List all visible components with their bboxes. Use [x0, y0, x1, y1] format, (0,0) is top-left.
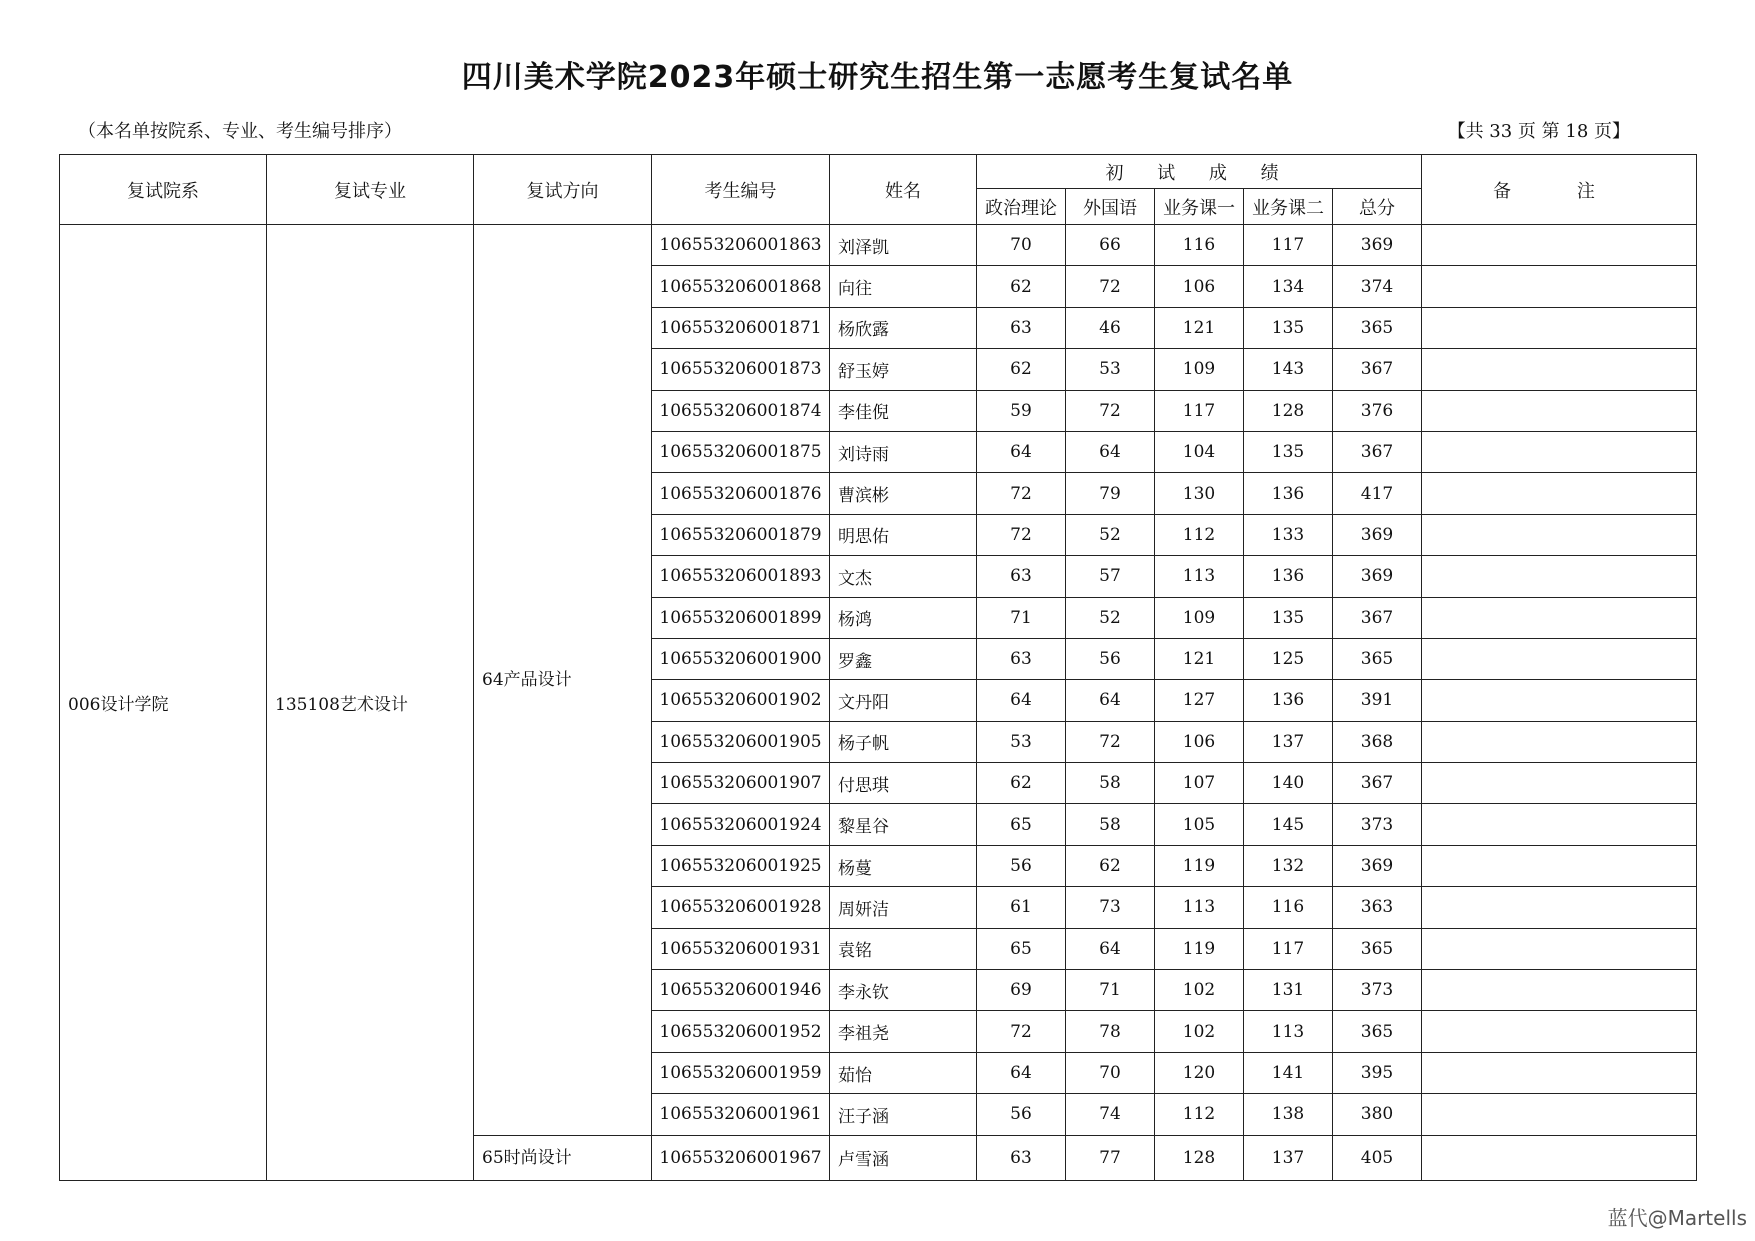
course2-score-cell: 136 [1244, 556, 1333, 597]
name-cell: 李祖尧 [830, 1011, 977, 1052]
course2-score-cell: 137 [1244, 1135, 1333, 1180]
col-header-course2: 业务课二 [1244, 189, 1333, 225]
name-cell: 汪子涵 [830, 1094, 977, 1135]
foreign-language-score-cell: 66 [1066, 225, 1155, 266]
candidate-table [59, 154, 1697, 1181]
politics-score-cell: 64 [977, 1052, 1066, 1093]
foreign-language-score-cell: 46 [1066, 307, 1155, 348]
politics-score-cell: 72 [977, 1011, 1066, 1052]
course1-score-cell: 106 [1155, 721, 1244, 762]
name-cell: 文丹阳 [830, 680, 977, 721]
foreign-language-score-cell: 77 [1066, 1135, 1155, 1180]
total-score-cell: 374 [1333, 266, 1422, 307]
politics-score-cell: 61 [977, 887, 1066, 928]
foreign-language-score-cell: 52 [1066, 597, 1155, 638]
course1-score-cell: 120 [1155, 1052, 1244, 1093]
exam-id-cell: 106553206001868 [652, 266, 830, 307]
exam-id-cell: 106553206001879 [652, 514, 830, 555]
course1-score-cell: 127 [1155, 680, 1244, 721]
remark-cell [1422, 1052, 1697, 1093]
page-title: 四川美术学院2023年硕士研究生招生第一志愿考生复试名单 [461, 60, 1294, 95]
politics-score-cell: 62 [977, 763, 1066, 804]
exam-id-cell: 106553206001874 [652, 390, 830, 431]
politics-score-cell: 63 [977, 307, 1066, 348]
total-score-cell: 369 [1333, 556, 1422, 597]
politics-score-cell: 63 [977, 556, 1066, 597]
course2-score-cell: 137 [1244, 721, 1333, 762]
name-cell: 舒玉婷 [830, 349, 977, 390]
department-cell: 006设计学院 [60, 225, 267, 1181]
politics-score-cell: 56 [977, 1094, 1066, 1135]
remark-cell [1422, 556, 1697, 597]
total-score-cell: 395 [1333, 1052, 1422, 1093]
total-score-cell: 405 [1333, 1135, 1422, 1180]
remark-cell [1422, 431, 1697, 472]
course1-score-cell: 104 [1155, 431, 1244, 472]
exam-id-cell: 106553206001959 [652, 1052, 830, 1093]
total-score-cell: 365 [1333, 928, 1422, 969]
remark-cell [1422, 597, 1697, 638]
politics-score-cell: 65 [977, 804, 1066, 845]
politics-score-cell: 53 [977, 721, 1066, 762]
foreign-language-score-cell: 72 [1066, 266, 1155, 307]
course1-score-cell: 113 [1155, 887, 1244, 928]
course2-score-cell: 135 [1244, 431, 1333, 472]
foreign-language-score-cell: 58 [1066, 763, 1155, 804]
name-cell: 付思琪 [830, 763, 977, 804]
remark-cell [1422, 514, 1697, 555]
course2-score-cell: 143 [1244, 349, 1333, 390]
foreign-language-score-cell: 72 [1066, 721, 1155, 762]
foreign-language-score-cell: 56 [1066, 638, 1155, 679]
politics-score-cell: 64 [977, 431, 1066, 472]
name-cell: 杨欣露 [830, 307, 977, 348]
remark-cell [1422, 349, 1697, 390]
total-score-cell: 368 [1333, 721, 1422, 762]
exam-id-cell: 106553206001924 [652, 804, 830, 845]
politics-score-cell: 70 [977, 225, 1066, 266]
exam-id-cell: 106553206001902 [652, 680, 830, 721]
politics-score-cell: 65 [977, 928, 1066, 969]
foreign-language-score-cell: 64 [1066, 431, 1155, 472]
name-cell: 杨鸿 [830, 597, 977, 638]
name-cell: 罗鑫 [830, 638, 977, 679]
name-cell: 刘诗雨 [830, 431, 977, 472]
foreign-language-score-cell: 79 [1066, 473, 1155, 514]
exam-id-cell: 106553206001952 [652, 1011, 830, 1052]
name-cell: 卢雪涵 [830, 1135, 977, 1180]
course2-score-cell: 145 [1244, 804, 1333, 845]
total-score-cell: 365 [1333, 638, 1422, 679]
exam-id-cell: 106553206001907 [652, 763, 830, 804]
course2-score-cell: 125 [1244, 638, 1333, 679]
exam-id-cell: 106553206001876 [652, 473, 830, 514]
total-score-cell: 365 [1333, 1011, 1422, 1052]
course1-score-cell: 106 [1155, 266, 1244, 307]
candidate-table-body [60, 225, 1697, 1181]
foreign-language-score-cell: 70 [1066, 1052, 1155, 1093]
foreign-language-score-cell: 52 [1066, 514, 1155, 555]
total-score-cell: 367 [1333, 431, 1422, 472]
foreign-language-score-cell: 62 [1066, 845, 1155, 886]
remark-cell [1422, 307, 1697, 348]
course2-score-cell: 136 [1244, 473, 1333, 514]
politics-score-cell: 62 [977, 266, 1066, 307]
exam-id-cell: 106553206001863 [652, 225, 830, 266]
course2-score-cell: 134 [1244, 266, 1333, 307]
total-score-cell: 369 [1333, 845, 1422, 886]
politics-score-cell: 71 [977, 597, 1066, 638]
col-header-remarks: 备 注 [1422, 155, 1697, 225]
col-header-total: 总分 [1333, 189, 1422, 225]
total-score-cell: 367 [1333, 597, 1422, 638]
exam-id-cell: 106553206001967 [652, 1135, 830, 1180]
course2-score-cell: 131 [1244, 970, 1333, 1011]
remark-cell [1422, 266, 1697, 307]
politics-score-cell: 63 [977, 638, 1066, 679]
exam-id-cell: 106553206001925 [652, 845, 830, 886]
course1-score-cell: 112 [1155, 514, 1244, 555]
foreign-language-score-cell: 73 [1066, 887, 1155, 928]
course1-score-cell: 121 [1155, 638, 1244, 679]
course1-score-cell: 109 [1155, 349, 1244, 390]
remark-cell [1422, 1135, 1697, 1180]
name-cell: 黎星谷 [830, 804, 977, 845]
course2-score-cell: 136 [1244, 680, 1333, 721]
course2-score-cell: 116 [1244, 887, 1333, 928]
total-score-cell: 367 [1333, 349, 1422, 390]
direction-cell: 64产品设计 [474, 225, 652, 1136]
col-header-initial-scores: 初 试 成 绩 [977, 155, 1422, 189]
course1-score-cell: 128 [1155, 1135, 1244, 1180]
course1-score-cell: 117 [1155, 390, 1244, 431]
major-cell: 135108艺术设计 [267, 225, 474, 1181]
name-cell: 李佳倪 [830, 390, 977, 431]
sort-note: （本名单按院系、专业、考生编号排序） [78, 121, 402, 142]
total-score-cell: 373 [1333, 970, 1422, 1011]
col-header-direction: 复试方向 [474, 155, 652, 225]
col-header-exam-id: 考生编号 [652, 155, 830, 225]
remark-cell [1422, 928, 1697, 969]
total-score-cell: 363 [1333, 887, 1422, 928]
course2-score-cell: 135 [1244, 597, 1333, 638]
course2-score-cell: 135 [1244, 307, 1333, 348]
politics-score-cell: 59 [977, 390, 1066, 431]
page-indicator: 【共 33 页 第 18 页】 [1447, 121, 1630, 142]
name-cell: 杨子帆 [830, 721, 977, 762]
exam-id-cell: 106553206001899 [652, 597, 830, 638]
exam-id-cell: 106553206001905 [652, 721, 830, 762]
remark-cell [1422, 473, 1697, 514]
remark-cell [1422, 804, 1697, 845]
col-header-foreign-language: 外国语 [1066, 189, 1155, 225]
course2-score-cell: 117 [1244, 928, 1333, 969]
course2-score-cell: 132 [1244, 845, 1333, 886]
name-cell: 向往 [830, 266, 977, 307]
exam-id-cell: 106553206001873 [652, 349, 830, 390]
politics-score-cell: 63 [977, 1135, 1066, 1180]
course1-score-cell: 109 [1155, 597, 1244, 638]
politics-score-cell: 56 [977, 845, 1066, 886]
politics-score-cell: 62 [977, 349, 1066, 390]
col-header-major: 复试专业 [267, 155, 474, 225]
exam-id-cell: 106553206001961 [652, 1094, 830, 1135]
course2-score-cell: 128 [1244, 390, 1333, 431]
total-score-cell: 380 [1333, 1094, 1422, 1135]
course2-score-cell: 141 [1244, 1052, 1333, 1093]
foreign-language-score-cell: 71 [1066, 970, 1155, 1011]
name-cell: 文杰 [830, 556, 977, 597]
name-cell: 明思佑 [830, 514, 977, 555]
exam-id-cell: 106553206001900 [652, 638, 830, 679]
total-score-cell: 365 [1333, 307, 1422, 348]
remark-cell [1422, 638, 1697, 679]
name-cell: 杨蔓 [830, 845, 977, 886]
course1-score-cell: 121 [1155, 307, 1244, 348]
course2-score-cell: 133 [1244, 514, 1333, 555]
total-score-cell: 417 [1333, 473, 1422, 514]
remark-cell [1422, 390, 1697, 431]
politics-score-cell: 72 [977, 473, 1066, 514]
name-cell: 周妍洁 [830, 887, 977, 928]
watermark: 蓝代@Martells [1607, 1206, 1747, 1230]
remark-cell [1422, 680, 1697, 721]
politics-score-cell: 64 [977, 680, 1066, 721]
direction-cell: 65时尚设计 [474, 1135, 652, 1180]
exam-id-cell: 106553206001946 [652, 970, 830, 1011]
name-cell: 曹滨彬 [830, 473, 977, 514]
name-cell: 茹怡 [830, 1052, 977, 1093]
col-header-course1: 业务课一 [1155, 189, 1244, 225]
remark-cell [1422, 1011, 1697, 1052]
exam-id-cell: 106553206001875 [652, 431, 830, 472]
exam-id-cell: 106553206001871 [652, 307, 830, 348]
exam-id-cell: 106553206001893 [652, 556, 830, 597]
course1-score-cell: 112 [1155, 1094, 1244, 1135]
foreign-language-score-cell: 58 [1066, 804, 1155, 845]
course1-score-cell: 107 [1155, 763, 1244, 804]
remark-cell [1422, 225, 1697, 266]
col-header-politics: 政治理论 [977, 189, 1066, 225]
total-score-cell: 391 [1333, 680, 1422, 721]
foreign-language-score-cell: 64 [1066, 680, 1155, 721]
course1-score-cell: 113 [1155, 556, 1244, 597]
foreign-language-score-cell: 64 [1066, 928, 1155, 969]
remark-cell [1422, 763, 1697, 804]
total-score-cell: 373 [1333, 804, 1422, 845]
remark-cell [1422, 1094, 1697, 1135]
course2-score-cell: 140 [1244, 763, 1333, 804]
name-cell: 刘泽凯 [830, 225, 977, 266]
foreign-language-score-cell: 74 [1066, 1094, 1155, 1135]
name-cell: 李永钦 [830, 970, 977, 1011]
foreign-language-score-cell: 78 [1066, 1011, 1155, 1052]
total-score-cell: 376 [1333, 390, 1422, 431]
col-header-name: 姓名 [830, 155, 977, 225]
foreign-language-score-cell: 57 [1066, 556, 1155, 597]
col-header-department: 复试院系 [60, 155, 267, 225]
total-score-cell: 367 [1333, 763, 1422, 804]
remark-cell [1422, 721, 1697, 762]
exam-id-cell: 106553206001931 [652, 928, 830, 969]
remark-cell [1422, 970, 1697, 1011]
course1-score-cell: 102 [1155, 1011, 1244, 1052]
foreign-language-score-cell: 53 [1066, 349, 1155, 390]
course1-score-cell: 102 [1155, 970, 1244, 1011]
politics-score-cell: 72 [977, 514, 1066, 555]
remark-cell [1422, 845, 1697, 886]
course2-score-cell: 138 [1244, 1094, 1333, 1135]
course1-score-cell: 119 [1155, 928, 1244, 969]
course1-score-cell: 130 [1155, 473, 1244, 514]
course1-score-cell: 119 [1155, 845, 1244, 886]
table-row [60, 225, 1697, 266]
course2-score-cell: 117 [1244, 225, 1333, 266]
politics-score-cell: 69 [977, 970, 1066, 1011]
exam-id-cell: 106553206001928 [652, 887, 830, 928]
total-score-cell: 369 [1333, 514, 1422, 555]
course1-score-cell: 105 [1155, 804, 1244, 845]
course1-score-cell: 116 [1155, 225, 1244, 266]
foreign-language-score-cell: 72 [1066, 390, 1155, 431]
total-score-cell: 369 [1333, 225, 1422, 266]
name-cell: 袁铭 [830, 928, 977, 969]
remark-cell [1422, 887, 1697, 928]
course2-score-cell: 113 [1244, 1011, 1333, 1052]
